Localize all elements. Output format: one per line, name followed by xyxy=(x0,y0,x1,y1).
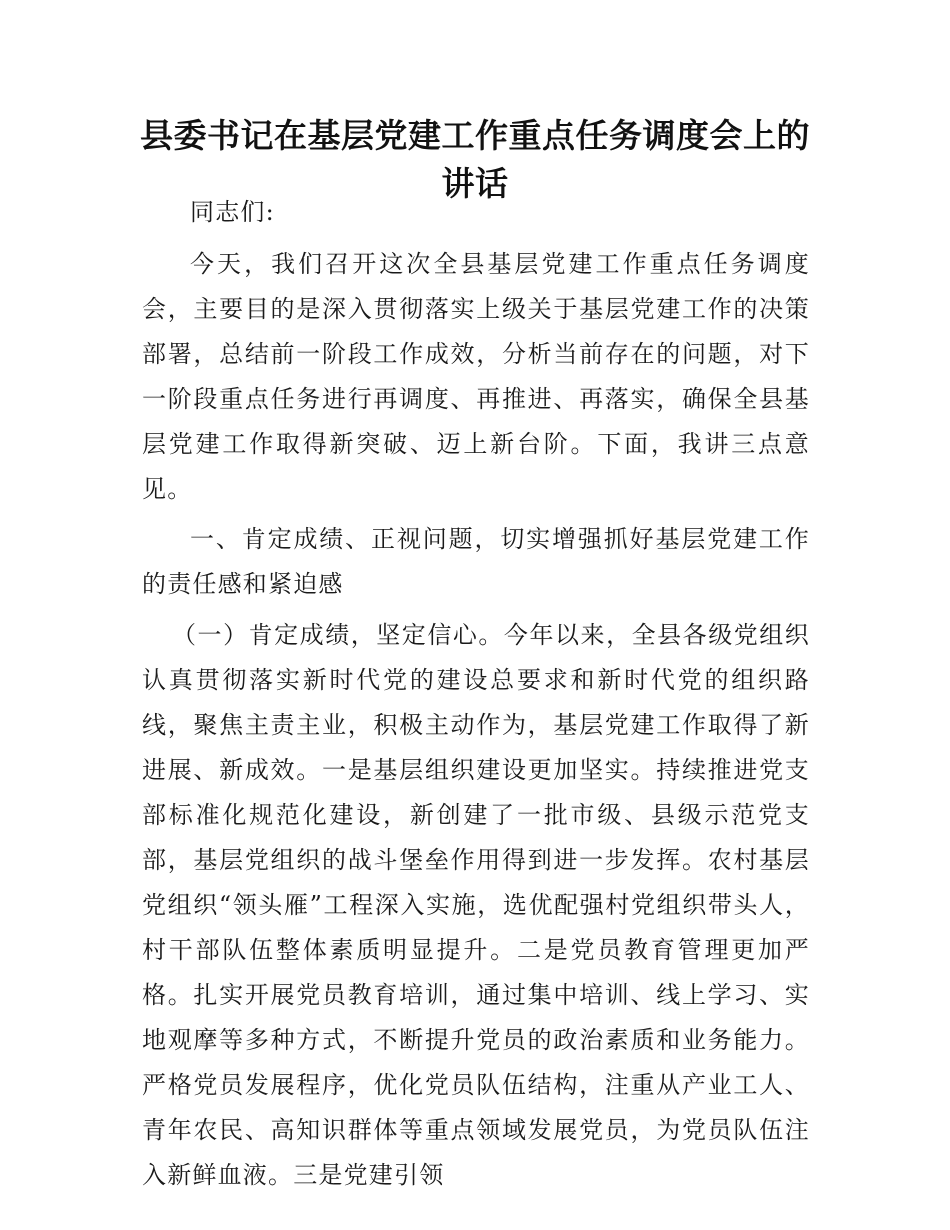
paragraph-section-1-1: （一）肯定成绩，坚定信心。今年以来，全县各级党组织认真贯彻落实新时代党的建设总要求和新时代党的组织路线，聚焦主责主业，积极主动作为，基层党建工作取得了新进展、新成效。一是基层组织建设更加坚实。持续推进党支部标准化规范化建设，新创建了一批市级、县级示范党支部，基层党组织的战斗堡垒作用得到进一步发挥。农村基层党组织“领头雁”工程深入实施，选优配强村党组织带头人，村干部队伍整体素质明显提升。二是党员教育管理更加严格。扎实开展党员教育培训，通过集中培训、线上学习、实地观摩等多种方式，不断提升党员的政治素质和业务能力。严格党员发展程序，优化党员队伍结构，注重从产业工人、青年农民、高知识群体等重点领域发展党员，为党员队伍注入新鲜血液。三是党建引领 xyxy=(142,621,810,1189)
document-body xyxy=(142,190,810,1198)
document-title: 县委书记在基层党建工作重点任务调度会上的讲话 xyxy=(140,116,810,203)
salutation: 同志们: xyxy=(190,198,275,226)
section-heading-1: 一、肯定成绩、正视问题，切实增强抓好基层党建工作的责任感和紧迫感 xyxy=(142,525,810,598)
paragraph-intro: 今天，我们召开这次全县基层党建工作重点任务调度会，主要目的是深入贯彻落实上级关于基层党建工作的决策部署，总结前一阶段工作成效，分析当前存在的问题，对下一阶段重点任务进行再调度、再推进、再落实，确保全县基层党建工作取得新突破、迈上新台阶。下面，我讲三点意见。 xyxy=(142,250,810,503)
